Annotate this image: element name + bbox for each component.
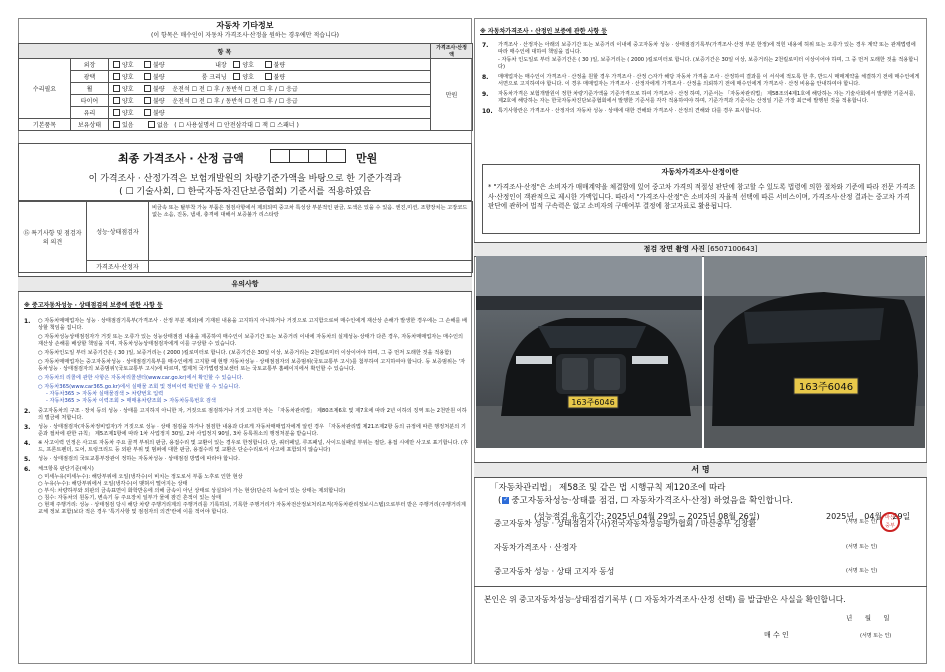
pricer-sign-hint: (서명 또는 인) — [846, 544, 878, 550]
option-label: 양호 — [122, 74, 134, 81]
criteria-item: ○ 부식: 차량하부와 외판의 금속표면이 화학반응에 의해 금속이 아닌 상태로 상실되어 가는 현상(단순히 녹슬어 있는 상태는 제외합니다) — [38, 488, 346, 495]
basic-checks — [109, 119, 431, 131]
item-number: 7. — [482, 42, 489, 49]
checkbox[interactable] — [113, 61, 120, 68]
special-notes-table — [18, 201, 473, 273]
option-label: 불량 — [153, 74, 165, 81]
inspector-label: 중고자동차 성능 · 상태점검자 (사)전국자동차성능평가협회 / 마산중부 김창환 — [494, 519, 757, 528]
option-label: 불량 — [273, 74, 286, 81]
option-label: 있음 — [122, 122, 134, 129]
other-info-table — [18, 43, 473, 131]
notice-item: ○ 자동차인도일 부터 보증기간은 ( 30 )일, 보증거리는 ( 2000 )킬로미터로 합니다. (보증기간은 30일 이상, 보증거리는 2천킬로미터 이상이어야 하며, 그 중 먼저 도래한 것을 적용함) — [38, 350, 452, 357]
inspector-seal — [880, 512, 900, 532]
price-header: 가격조사·산정액 — [431, 44, 473, 59]
checkbox[interactable] — [113, 97, 120, 104]
sign-period: (성능점검 유효기간: 2025년 04월 29일 ~ 2025년 08월 26일) — [534, 512, 760, 521]
criteria-item: ○ 현재 주행거리: 성능 · 상태점검 당시 해당 차량 주행거리계의 주행거리를 기록하되, 기록한 주행거리가 자동차전산정보처리조직(자동차관리정보시스템)으로부터 받은 주행거리(주행거리계 교체 정보 포함)보다 적은 경우 '특기사항 및 점검자의 의견'란에 이를 적어야 합니다. — [38, 502, 466, 516]
items-header: 항 목 — [19, 44, 431, 59]
criteria-item: ○ 미세누유(미세누수): 해당부위에 오일(냉각수)이 비치는 정도로서 부품 노후로 인한 현상 — [38, 474, 243, 481]
item-number: 8. — [482, 74, 489, 82]
seal-text: 마산 중부 — [885, 515, 895, 529]
notice-item: ※ 사고이력 인정은 사고로 자동차 주요 골격 부위의 판금, 용접수리 및 교환이 있는 경우로 한정합니다. 단, 쿼터패널, 루프패널, 사이드실패널 부위는 절단, 용접 시에만 사고로 표기합니다. (후드, 프론트펜더, 도어, 트렁크리드 등 외판 부위 및 범퍼에 대한 판금, 용접수리 및 교환은 단순수리로서 사고에 포함되지 않습니다) — [38, 440, 468, 454]
item-number: 9. — [482, 91, 489, 99]
checkbox[interactable] — [113, 121, 120, 128]
checkbox[interactable] — [265, 61, 272, 68]
date-year: 2025년 — [826, 512, 855, 521]
special-label: ⑮ 특기사항 및 점검자의 의견 — [19, 202, 87, 273]
notice-item: ○ 자동차의 리콜에 관한 사항은 자동차리콜센터(www.car.go.kr)에서 확인할 수 있습니다. — [38, 375, 244, 382]
basic-items: ( ☐ 사용설명서 ☐ 안전삼각대 ☐ 잭 ☐ 스패너 ) — [174, 122, 299, 129]
option-label: 없음 — [156, 122, 169, 129]
notice-title: 유의사항 — [18, 276, 472, 292]
wheel-positions: 운전석 ☐ 전 ☐ 후 / 동반석 ☐ 전 ☐ 후 / ☐ 응급 — [172, 86, 298, 93]
inspector-sign-hint: (서명 또는 인) — [846, 519, 878, 525]
checkbox[interactable] — [113, 73, 120, 80]
repair-label: 수리필요 — [19, 59, 71, 119]
car-front-illustration — [476, 256, 702, 448]
option-label: 양호 — [122, 86, 134, 93]
row-room-cleaning: 룸 크리닝 — [201, 74, 227, 81]
notice-item: - 자동차365 > 자동차 이력조회 > 매매용차량조회 > 자동차등록번호 검색 — [46, 398, 216, 405]
notice-item: - 자동차365 > 자동차 실매물검색 > 차량번호 입력 — [46, 391, 164, 398]
option-label: 양호 — [122, 62, 134, 69]
notice-item: ○ 자동차365(www.car365.go.kr)에서 실매물 조회 및 정비이력 확인할 할 수 있습니다. — [38, 384, 241, 391]
meaning-text: * "가격조사·산정"은 소비자가 매매계약을 체결함에 있어 중고차 가격의 적절성 판단에 참고할 수 있도록 법령에 의한 절차와 기준에 따라 전문 가격조사·산정인이 객관적으로 제시한 가액입니다. 따라서 "가격조사·산정"은 소비자의 자율적 선택에 따른 서비스이며, 가격조사·산정 결과는 중고차 가격판단에 관하여 법적 구속력은 없고 소비자의 구매여부 결정에 참고자료로 활용됩니다. — [488, 183, 916, 211]
notice-item: ○ 자동차매매업자는 중고자동차성능 · 상태점검기록부를 매수인에게 고지할 때 현행 자동차성능 · 상태점검자의 보증범위(국토교통부 고시)를 첨부하여 고지하여야 합니다. 동 보증범위는 '자동차성능 · 상태점검자의 보증범위'(국토교통부 고시)에 따르며, 법제처 국가법령정보센터 또는 국토교통부 홈페이지에서 확인할 수 있습니다. — [38, 359, 466, 373]
final-desc-2: ( ☐ 기술사회, ☐ 한국자동차진단보증협회) 기준서를 적용하였음 — [119, 187, 371, 197]
criteria-item: ○ 침수: 자동차의 원동기, 변속기 등 주요장치 일부가 물에 잠긴 흔적이 있는 상태 — [38, 495, 222, 502]
row-exterior-checks — [109, 59, 431, 71]
row-glass-checks — [109, 107, 431, 119]
row-gloss: 광택 — [71, 71, 109, 83]
checkbox[interactable] — [113, 85, 120, 92]
receipt-divider — [474, 586, 927, 587]
checkbox[interactable] — [265, 73, 272, 80]
final-price-title: 최종 가격조사 · 산정 금액 — [118, 152, 244, 165]
sign-law: 「자동차관리법」 제58조 및 같은 법 시행규칙 제120조에 따라 — [490, 483, 726, 493]
right-item: 자동차가격은 보험개발원이 정한 차량기준가액을 기준가격으로 하여 가격조사 · 산정 하며, 기준서는 「자동차관리법」 제58조의4제1호에 해당하는 자는 기술사회에서 발행한 기준서를, 제2호에 해당하는 자는 한국자동차진단보증협회에서 발행한 기준서를 각각 적용하여야 하며, 기준가격과 기준서는 산정일 기준 가장 최근에 발행된 것을 적용합니다. — [498, 91, 916, 105]
receipt-date — [846, 613, 890, 622]
option-label: 양호 — [242, 74, 254, 81]
row-wheel: 휠 — [71, 83, 109, 95]
special-inspector: 성능·상태점검자 — [87, 202, 149, 261]
notice-item: 성능 · 상태점검의 국토교통부장관이 정하는 자동차성능 · 상태점검 방법에 따라야 합니다. — [38, 456, 240, 463]
final-price-unit: 만원 — [356, 152, 378, 165]
checkbox[interactable] — [144, 109, 151, 116]
right-item: 가격조사 · 산정자는 아래의 보증기간 또는 보증거리 이내에 중고자동차 성능 · 상태점검기록부(가격조사·산정 부분 한정)에 적힌 내용에 허위 또는 오류가 있는 경우 계약 또는 관계법령에 따라 매수인에 대하여 책임을 집니다. — [498, 42, 916, 56]
row-tire: 타이어 — [71, 95, 109, 107]
photo-code: [6507100643] — [707, 245, 758, 253]
right-item: 매매업자는 매수인이 가격조사 · 산정을 원할 경우 가격조사 · 산정 ○자가 해당 자동차 가격을 조사 · 산정하여 결과를 이 서식에 적도록 한 후, 반드시 매매계약을 체결하기 전에 매수인에게 서면으로 고지하여야 합니다. 이 경우 매매업자는 가격조사 · 산정자에게 가격조사 · 산정을 의뢰하기 전에 매수인에게 가격조사 · 산정 비용을 안내하여야 합니다. — [498, 74, 920, 88]
meaning-title: 자동차가격조사·산정이란 — [580, 166, 820, 178]
plate-front: 163주6046 — [571, 398, 615, 407]
inspection-photo-rear — [704, 256, 925, 448]
right-item: 특기사항란은 가격조사 · 산정자의 자동차 성능 · 상태에 대한 견해와 가격조사 · 산정의 견해와 다를 경우 표시합니다. — [498, 108, 762, 115]
option-label: 양호 — [122, 110, 134, 117]
criteria-item: ○ 누유(누수): 해당부위에서 오일(냉각수)이 맺혀서 떨어지는 상태 — [38, 481, 188, 488]
row-exterior: 외장 — [71, 59, 109, 71]
won-cell: 만원 — [431, 59, 473, 131]
option-label: 불량 — [153, 86, 165, 93]
notice-list: 1. ○ 자동차매매업자는 성능 · 상태점검기록부(가격조사 · 산정 부분 제외)에 기재된 내용을 고지하지 아니하거나 거짓으로 고지함으로써 매수인에게 재산상 손해가 발생한 경우에는 그 손해를 배상할 책임을 집니다. ○ 자동차성능상태점검자가 거짓 또는 오류가 있는 성능상태점검 내용을 제공하여 매수인이 보증기간 또는 보증거리 이내에 자동차의 실제성능·상태가 다른 경우, 자동차매매업자는 매수인의 재산상 손해를 배상할 책임을 지며, 자동차성능상태점검자에게 이를 구상할 수 있습니다. ○ 자동차인도일 부터 보증기간은 ( 30 )일, 보증거리는 ( 2000 )킬로미터로 합니다. (보증기간은 30일 이상, 보증거리는 2천킬로미터 이상이어야 하며, 그 중 먼저 도래한 것을 적용함) ○ 자동차매매업자는 중고자동차성능 · 상태점검기록부를 매수인에게 고지할 때 현행 자동차성능 · 상태점검자의 보증범위(국토교통부 고시)를 첨부하여 고지하여야 합니다. 동 보증범위는 '자동차성능 · 상태점검자의 보증범위'(국토교통부 고시)에 따르며, 법제처 국가법령정보센터 또는 국토교통부 홈페이지에서 확인할 수 있습니다. ○ 자동차의 리콜에 관한 사항은 자동차리콜센터(www.car.go.kr)에서 확인할 수 있습니다. ○ 자동차365(www.car365.go.kr)에서 실매물 조회 및 정비이력 확인할 할 수 있습니다. - 자동차365 > 자동차 실매물검색 > 차량번호 입력 - 자동차365 > 자동차 이력조회 > 매매용차량조회 > 자동차등록번호 검색 2. 중고자동차의 구조 · 장치 등의 성능 · 상태를 고지하지 아니한 자, 거짓으로 점검하거나 거짓 고지한 자는 「자동차관리법」 제80조제6호 및 제7호에 따라 2년 이하의 징역 또는 2천만원 이하의 벌금에 처합니다. 3. 성능 · 상태점검자(자동차정비업자)가 거짓으로 성능 · 상태 점검을 하거나 점검한 내용과 다르게 자동차매매업자에게 알린 경우 「자동차관리법 제21조제2항 등의 규정에 따른 행정처분의 기준과 절차에 관한 규칙」 제5조제1항에 따라 1차 사업정지 30일, 2차 사업정지 90일, 3차 등록취소의 행정처분을 받습니다. 4. ※ 사고이력 인정은 사고로 자동차 주요 골격 부위의 판금, 용접수리 및 교환이 있는 경우로 한정합니다. 단, 쿼터패널, 루프패널, 사이드실패널 부위는 절단, 용접 시에만 사고로 표기합니다. (후드, 프론트펜더, 도어, 트렁크리드 등 외판 부위 및 범퍼에 대한 판금, 용접수리 및 교환은 단순수리로서 사고에 포함되지 않습니다) 5. 성능 · 상태점검의 국토교통부장관이 정하는 자동차성능 · 상태점검 방법에 따라야 합니다. 6. 체크항목 판단기준(예시) ○ 미세누유(미세누수): 해당부위에 오일(냉각수)이 비치는 정도로서 부품 노후로 인한 현상 ○ 누유(누수): 해당부위에서 오일(냉각수)이 맺혀서 떨어지는 상태 ○ 부식: 차량하부와 외판의 금속표면이 화학반응에 의해 금속이 아닌 상태로 상실되어 가는 현상(단순히 녹슬어 있는 상태는 제외합니다) ○ 침수: 자동차의 원동기, 변속기 등 주요장치 일부가 물에 잠긴 흔적이 있는 상태 ○ 현재 주행거리: 성능 · 상태점검 당시 해당 차량 주행거리계의 주행거리를 기록하되, 기록한 주행거리가 자동차전산정보처리조직(자동차관리정보시스템)으로부터 받은 주행거리(주행거리계 교체 정보 포함)보다 적은 경우 '특기사항 및 점검자의 의견'란에 이를 적어야 합니다. — [24, 318, 468, 516]
option-label: 불량 — [153, 62, 165, 69]
basic-label: 기본품목 — [19, 119, 71, 131]
option-label: 양호 — [122, 98, 134, 105]
row-tire-checks — [109, 95, 431, 107]
notice-item: 성능 · 상태점검자(자동차정비업자)가 거짓으로 성능 · 상태 점검을 하거나 점검한 내용과 다르게 자동차매매업자에게 알린 경우 「자동차관리법 제21조제2항 등의 규정에 따른 행정처분의 기준과 절차에 관한 규칙」 제5조제1항에 따라 1차 사업정지 30일, 2차 사업정지 90일, 3차 등록취소의 행정처분을 받습니다. — [38, 424, 466, 438]
row-interior: 내장 — [215, 62, 227, 69]
left-section-title: 자동차 기타정보 — [216, 21, 274, 30]
pricer-label: 자동차가격조사 · 산정자 — [494, 543, 577, 552]
checkbox[interactable] — [148, 121, 155, 128]
option-label: 불량 — [273, 62, 286, 69]
tire-positions: 운전석 ☐ 전 ☐ 후 / 동반석 ☐ 전 ☐ 후 / ☐ 응급 — [172, 98, 298, 105]
notice-head: ※ 중고자동차성능 · 상태점검의 보증에 관한 사항 등 — [24, 302, 163, 309]
checkbox[interactable] — [144, 85, 151, 92]
notice-item: ○ 자동차성능상태점검자가 거짓 또는 오류가 있는 성능상태점검 내용을 제공하여 매수인이 보증기간 또는 보증거리 이내에 자동차의 실제성능·상태가 다른 경우, 자동차매매업자는 매수인의 재산상 손해를 배상할 책임을 지며, 자동차성능상태점검자에게 이를 구상할 수 있습니다. — [38, 334, 464, 348]
notice-item: 중고자동차의 구조 · 장치 등의 성능 · 상태를 고지하지 아니한 자, 거짓으로 점검하거나 거짓 고지한 자는 「자동차관리법」 제80조제6호 및 제7호에 따라 2년 이하의 징역 또는 2천만원 이하의 벌금에 처합니다. — [38, 408, 467, 422]
photo-title-bar — [474, 242, 927, 257]
right-items — [482, 42, 922, 116]
option-label: 불량 — [153, 98, 165, 105]
left-section-note: (이 항목은 매수인이 자동차 가격조사·산정을 원하는 경우에만 적습니다) — [150, 32, 340, 39]
date-month: 04월 — [864, 512, 883, 521]
checkbox[interactable] — [144, 97, 151, 104]
checkbox[interactable] — [144, 73, 151, 80]
checkbox[interactable] — [233, 73, 240, 80]
receipt-day: 일 — [883, 614, 890, 622]
row-wheel-checks — [109, 83, 431, 95]
sign-check-text: 중고자동차성능·상태를 점검, ☐ 자동차가격조사·산정) 하였음을 확인합니다. — [511, 496, 793, 506]
final-price-input[interactable] — [270, 149, 346, 163]
date-day: 29일 — [892, 512, 911, 521]
right-top-head: ※ 자동차가격조사 · 산정인 보증에 관한 사항 등 — [480, 28, 608, 35]
notifier-label: 중고자동차 성능 · 상태 고지자 동성 — [494, 567, 615, 576]
inspection-photo-front — [476, 256, 702, 448]
option-label: 불량 — [153, 110, 165, 117]
car-rear-illustration — [704, 256, 925, 448]
receipt-text: 본인은 위 중고자동차성능·상태점검기록부 ( ☐ 자동차가격조사·산정 선택) 를 발급받은 사실을 확인합니다. — [484, 595, 846, 604]
plate-rear: 163주6046 — [798, 382, 854, 393]
checkbox[interactable] — [144, 61, 151, 68]
row-glass: 유리 — [71, 107, 109, 119]
item-number: 10. — [482, 108, 493, 116]
receipt-month: 월 — [864, 614, 871, 622]
basic-state: 보유상태 — [71, 119, 109, 131]
buyer-label: 매 수 인 — [764, 631, 789, 639]
row-gloss-checks — [109, 71, 431, 83]
receipt-year: 년 — [846, 614, 853, 622]
buyer-sign-hint: (서명 또는 인) — [860, 633, 892, 639]
inspection-checkbox[interactable] — [502, 497, 509, 504]
notifier-sign-hint: (서명 또는 인) — [846, 568, 878, 574]
right-item: - 자동차 인도일로 부터 보증기간은 ( 30 )일, 보증거리는 ( 2000 )킬로미터로 합니다. (보증기간은 30일 이상, 보증거리는 2천킬로미터 이상이어야 하며, 그 중 먼저 도래한 것을 적용합니다) — [498, 57, 919, 71]
final-desc-1: 이 가격조사 · 산정가격은 보험개발원의 차량기준가액을 바탕으로 한 기준가격과 — [88, 174, 402, 184]
special-text: 비금속 또는 탈부착 가능 부품은 점검사항에서 제외되며 중고차 특성상 부분적인 판금, 도색은 있을 수 있음. 엔진,미션, 조향장치는 고장코드없는 소음, 진동, 냄새, 충격에 대해서 보증불가 리스타랑 — [149, 202, 473, 261]
photo-title: 점검 장면 촬영 사진 — [643, 245, 705, 253]
checkbox[interactable] — [113, 109, 120, 116]
checkbox[interactable] — [233, 61, 240, 68]
special-pricer-value — [149, 261, 473, 273]
notice-item: 체크항목 판단기준(예시) — [38, 466, 94, 473]
special-pricer: 가격조사·산정자 — [87, 261, 149, 273]
sign-title: 서 명 — [474, 462, 927, 478]
option-label: 양호 — [242, 62, 254, 69]
sign-check-row: (✓ 중고자동차성능·상태를 점검, ☐ 자동차가격조사·산정) 하였음을 확인합니다. — [498, 494, 793, 506]
notice-item: ○ 자동차매매업자는 성능 · 상태점검기록부(가격조사 · 산정 부분 제외)에 기재된 내용을 고지하지 아니하거나 거짓으로 고지함으로써 매수인에게 재산상 손해가 발생한 경우에는 그 손해를 배상할 책임을 집니다. — [38, 318, 468, 332]
